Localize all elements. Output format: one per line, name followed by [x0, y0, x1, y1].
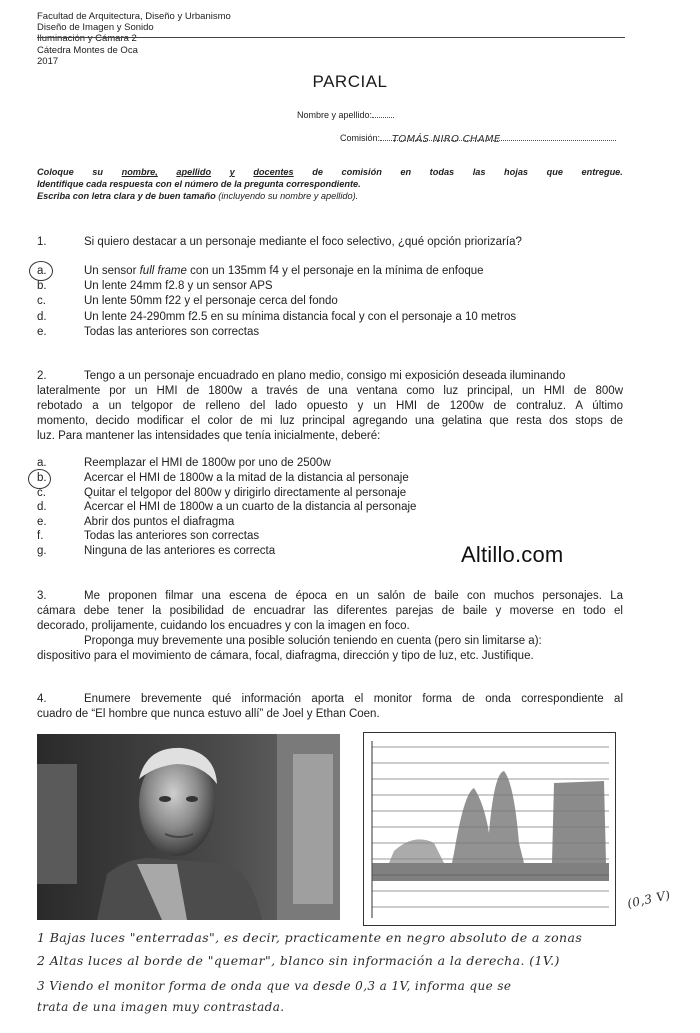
q2-option-g-text[interactable]: Ninguna de las anteriores es correcta [84, 545, 276, 557]
q4-line: 4. Enumere brevemente qué información aporta el monitor forma de onda correspondiente al [37, 693, 623, 705]
comision-handwritten: TOMÁS NIRO CHAME [392, 134, 501, 145]
q1-option-d-letter[interactable]: d. [37, 311, 47, 323]
q4-line: cuadro de “El hombre que nunca estuvo allí” de Joel y Ethan Coen. [37, 708, 380, 720]
q2-option-c-text[interactable]: Quitar el telgopor del 800w y dirigirlo directamente al personaje [84, 487, 407, 499]
instructions [37, 166, 623, 202]
year-line: 2017 [37, 55, 59, 67]
name-blank[interactable] [372, 117, 394, 118]
q2-option-a-letter[interactable]: a. [37, 457, 47, 469]
q2-line: momento, decido modificar el color de mi luz principal agregando una gelatina que resta dos stops de [37, 415, 623, 427]
q2-option-b-letter[interactable]: b. [37, 472, 47, 484]
q2-option-c-letter[interactable]: c. [37, 487, 46, 499]
handwritten-line-3: 3 Viendo el monitor forma de onda que va desde 0,3 a 1V, informa que se [37, 979, 512, 993]
handwritten-line-4: trata de una imagen muy contrastada. [37, 1000, 285, 1014]
q2-line: rebotado a un telgopor de relleno del lado opuesto y un HMI de 1200w de contraluz. A último [37, 400, 623, 412]
q2-line: 2. Tengo a un personaje encuadrado en plano medio, consigo mi exposición deseada iluminando [37, 370, 566, 382]
q3-line: Proponga muy brevemente una posible solución teniendo en cuenta (pero sin limitarse a): [84, 635, 542, 647]
comision-field[interactable] [340, 133, 616, 143]
q2-option-d-letter[interactable]: d. [37, 501, 47, 513]
name-field[interactable] [297, 110, 394, 120]
q1-option-a-letter[interactable]: a. [37, 265, 47, 277]
header-divider [37, 37, 625, 38]
q2-line: luz. Para mantener las intensidades que tenía inicialmente, deberé: [37, 430, 381, 442]
question-4 [37, 692, 623, 722]
question-1-number: 1. [37, 236, 47, 248]
question-2-stem [37, 369, 623, 444]
q1-option-b-text[interactable]: Un lente 24mm f2.8 y un sensor APS [84, 280, 273, 292]
q1-answer-circle [29, 261, 53, 281]
q3-line: decorado, prolijamente, cuidando los encuadres y con la imagen en foco. [37, 620, 410, 632]
course-header [37, 11, 231, 67]
question-2-options [0, 456, 700, 566]
q2-line: lateralmente por un HMI de 1800w a través de una ventana como luz principal, un HMI de 800w [37, 385, 623, 397]
watermark: Altillo.com [461, 542, 564, 567]
comision-blank[interactable] [380, 134, 616, 145]
q1-option-d-text[interactable]: Un lente 24-290mm f2.5 en su mínima distancia focal y con el personaje a 10 metros [84, 311, 517, 323]
q1-option-c-letter[interactable]: c. [37, 295, 46, 307]
q2-option-a-text[interactable]: Reemplazar el HMI de 1800w por uno de 2500w [84, 457, 331, 469]
q2-option-g-letter[interactable]: g. [37, 545, 47, 557]
q2-option-f-text[interactable]: Todas las anteriores son correctas [84, 530, 260, 542]
q2-option-f-letter[interactable]: f. [37, 530, 44, 542]
handwritten-line-1: 1 Bajas luces "enterradas", es decir, practicamente en negro absoluto de a zonas [37, 930, 583, 945]
handwritten-line-2: 2 Altas luces al borde de "quemar", blanco sin información a la derecha. (1V.) [37, 953, 560, 968]
question-3 [37, 589, 623, 664]
handwritten-note: (0,3 V) [626, 887, 672, 911]
q3-line: dispositivo para el movimiento de cámara, focal, diafragma, dirección y tipo de luz, etc. Justifique. [37, 650, 534, 662]
q2-option-e-text[interactable]: Abrir dos puntos el diafragma [84, 516, 235, 528]
instructions-line-2: Identifique cada respuesta con el número de la pregunta correspondiente. [37, 179, 361, 189]
page-title: PARCIAL [312, 72, 388, 91]
q3-line: cámara debe tener la posibilidad de encuadrar las diferentes parejas de baile y moverse en todo el [37, 605, 623, 617]
career-line: Diseño de Imagen y Sonido [37, 22, 154, 34]
q2-answer-circle [28, 469, 51, 489]
q1-option-a-text[interactable]: Un sensor full frame con un 135mm f4 y el personaje en la mínima de enfoque [84, 265, 484, 277]
q2-option-e-letter[interactable]: e. [37, 516, 47, 528]
waveform-monitor-image [363, 732, 616, 926]
question-1 [0, 235, 700, 355]
instructions-line-3: Escriba con letra clara y de buen tamaño (incluyendo su nombre y apellido). [37, 191, 359, 201]
q3-line: 3. Me proponen filmar una escena de época en un salón de baile con muchos personajes. La [37, 590, 623, 602]
name-label: Nombre y apellido: [297, 110, 373, 120]
comision-label: Comisión: [340, 133, 381, 143]
q1-option-c-text[interactable]: Un lente 50mm f22 y el personaje cerca del fondo [84, 295, 338, 307]
film-still-image [37, 734, 340, 920]
q1-option-b-letter[interactable]: b. [37, 280, 47, 292]
q1-option-e-text[interactable]: Todas las anteriores son correctas [84, 326, 260, 338]
faculty-line: Facultad de Arquitectura, Diseño y Urbanismo [37, 11, 231, 22]
q2-option-b-text[interactable]: Acercar el HMI de 1800w a la mitad de la distancia al personaje [84, 472, 409, 484]
chair-line: Cátedra Montes de Oca [37, 44, 138, 56]
question-1-text: Si quiero destacar a un personaje mediante el foco selectivo, ¿qué opción priorizaría? [84, 236, 522, 248]
instructions-line-1: Coloque su nombre, apellido y docentes de comisión en todas las hojas que entregue. [37, 167, 623, 177]
q2-option-d-text[interactable]: Acercar el HMI de 1800w a un cuarto de la distancia al personaje [84, 501, 417, 513]
q1-option-e-letter[interactable]: e. [37, 326, 47, 338]
subject-line: Iluminación y Cámara 2 [37, 33, 137, 45]
